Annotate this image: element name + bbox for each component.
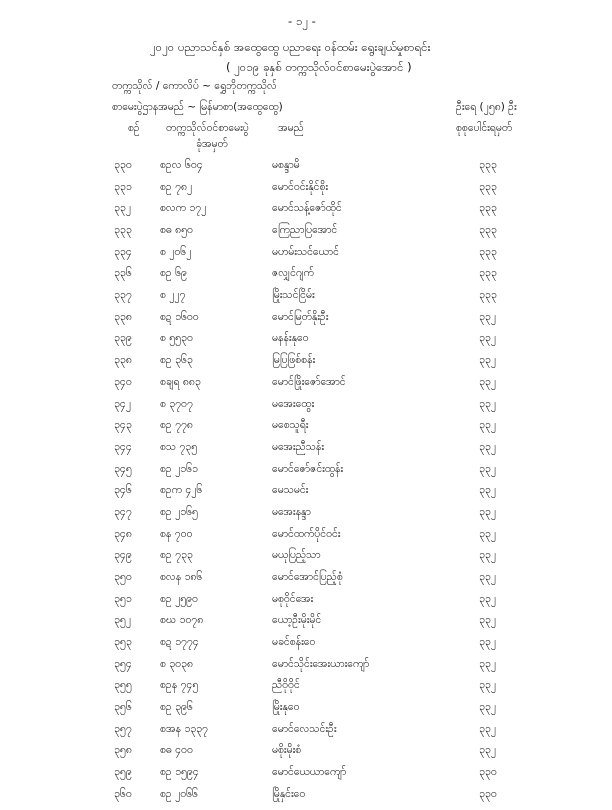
row-roll-number: စဥက ၄၂၆ <box>160 484 203 497</box>
row-serial: ၃၅၁ <box>114 592 132 605</box>
row-serial: ၃၃၁ <box>114 180 132 193</box>
row-name: မစန္ဒာမိ <box>272 159 300 171</box>
row-serial: ၃၄၅ <box>114 462 132 475</box>
table-row <box>0 571 612 593</box>
row-serial: ၃၄၃ <box>114 419 132 432</box>
table-row <box>0 593 612 615</box>
row-serial: ၃၄၂ <box>114 397 131 410</box>
row-serial: ၃၃၂ <box>114 202 131 215</box>
exam-center-line: စာမေးပွဲဌာနအမည် ~ မြန်မာစာ(အထွေထွေ) <box>112 101 283 113</box>
row-marks: ၃၃၂ <box>479 462 496 475</box>
table-row <box>0 723 612 745</box>
table-row <box>0 398 612 420</box>
table-row <box>0 332 612 354</box>
row-marks: ၃၃၂ <box>479 397 496 410</box>
row-serial: ၃၄၄ <box>114 440 132 453</box>
row-marks: ၃၃၂ <box>479 375 496 388</box>
row-name: မအေးနန္ဒာ <box>272 505 311 518</box>
row-name: မောင်ယေယာကျော် <box>272 766 347 778</box>
row-name: မစိုးမိုးစံ <box>272 744 302 757</box>
row-roll-number: စ ၅၅၃၀ <box>160 332 193 345</box>
row-roll-number: စဥ ၁၅၉၄ <box>160 766 199 778</box>
row-marks: ၃၃၀ <box>479 787 497 800</box>
table-row <box>0 159 612 181</box>
university-line: တက္ကသိုလ် / ကောလိပ် ~ ရွှေဘိုတက္ကသိုလ် <box>112 80 277 92</box>
row-roll-number: စဥ ၇၈၂ <box>160 180 193 193</box>
row-name: မြိုနှင်းဝေ <box>272 787 306 800</box>
row-serial: ၃၃၈ <box>114 310 132 323</box>
row-marks: ၃၃၂ <box>479 679 496 692</box>
table-row <box>0 289 612 311</box>
row-roll-number: စအန ၁၃၃၇ <box>160 722 208 735</box>
table-row <box>0 744 612 766</box>
table-row <box>0 701 612 723</box>
row-roll-number: စန ၇၀၀ <box>160 527 193 540</box>
row-marks: ၃၃၂ <box>479 527 496 540</box>
row-marks: ၃၃၃ <box>479 267 497 280</box>
row-roll-number: စဥ ၇၃၃ <box>160 549 193 562</box>
table-row <box>0 224 612 246</box>
row-roll-number: စဓ ၈၅၀ <box>160 224 193 236</box>
row-roll-number: စသ ၇၃၅ <box>160 440 198 453</box>
table-row <box>0 658 612 680</box>
row-serial: ၃၃၄ <box>114 245 132 258</box>
col-header-roll-sub: ခုံအမှတ် <box>196 138 228 150</box>
col-header-serial: စဉ် <box>128 122 140 134</box>
row-roll-number: စဥ ၃၆၃ <box>160 354 193 367</box>
row-serial: ၃၃၈ <box>114 354 132 367</box>
table-row <box>0 484 612 506</box>
row-name: မယုပြည့်သာ <box>272 549 321 562</box>
row-marks: ၃၃၀ <box>479 766 497 778</box>
row-roll-number: စ ၃၀၃၈ <box>160 657 193 670</box>
row-name: မောင်ဖြိုးဇော်အောင် <box>272 375 346 388</box>
row-marks: ၃၃၂ <box>479 505 496 518</box>
row-marks: ၃၃၃ <box>479 224 497 236</box>
row-marks: ၃၃၃ <box>479 202 497 215</box>
row-name: ညီဝိုဝိုင် <box>272 679 300 692</box>
row-marks: ၃၃၂ <box>479 657 496 670</box>
row-roll-number: စဍ ၁၇၇၄ <box>160 636 199 648</box>
row-marks: ၃၃၃ <box>479 289 497 302</box>
table-row <box>0 506 612 528</box>
row-roll-number: စဥလ ၆၀၄ <box>160 159 203 171</box>
page-title: ၂၀၂၀ ပညာသင်နှစ် အထွေထွေ ပညာရေး ဝန်ထမ်း ရွေးချယ်မှုစာရင်း <box>150 40 431 54</box>
row-serial: ၃၃၃ <box>114 224 132 236</box>
table-row <box>0 528 612 550</box>
row-marks: ၃၃၂ <box>479 614 496 627</box>
row-serial: ၃၃၇ <box>114 289 132 302</box>
table-row <box>0 202 612 224</box>
row-marks: ၃၃၂ <box>479 744 496 757</box>
table-row <box>0 679 612 701</box>
table-row <box>0 419 612 441</box>
row-roll-number: စဓ ၄၀၀ <box>160 744 193 757</box>
row-serial: ၃၅၆ <box>114 701 132 713</box>
row-name: ကြေညာပြအောင် <box>272 224 338 236</box>
row-serial: ၃၃၆ <box>114 267 132 280</box>
row-roll-number: စဥ ၂၁၆၁ <box>160 462 198 475</box>
row-serial: ၃၅၅ <box>114 679 132 692</box>
row-name: မြိုးသင်ငြိမ်း <box>272 289 315 302</box>
row-marks: ၃၃၂ <box>479 592 496 605</box>
row-serial: ၃၅၈ <box>114 744 132 757</box>
row-roll-number: စ ၂၀၆၂ <box>160 245 192 258</box>
row-roll-number: စချရ ၈၈၃ <box>160 375 201 388</box>
row-roll-number: စဥန ၇၄၅ <box>160 679 199 692</box>
row-name: မစုဝိုင်အေး <box>272 592 314 605</box>
row-roll-number: စလက ၁၇၂ <box>160 202 207 215</box>
table-row <box>0 354 612 376</box>
row-roll-number: စဥ ၂၁၆၅ <box>160 505 198 518</box>
table-row <box>0 614 612 636</box>
row-serial: ၃၅၇ <box>114 722 132 735</box>
table-row <box>0 788 612 810</box>
row-roll-number: စဍ ၁၆၀၀ <box>160 310 199 323</box>
row-name: ယော့ဦးမိုးမိုင် <box>272 614 322 627</box>
page-subtitle: ( ၂၀၁၉ ခုနှစ် တက္ကသိုလ်ဝင်စာမေးပွဲအောင် ) <box>226 60 412 74</box>
row-name: မောင်ဇော်ဇင်းထွန်း <box>272 462 344 475</box>
table-row <box>0 246 612 268</box>
row-serial: ၃၄၈ <box>114 527 132 540</box>
row-marks: ၃၃၂ <box>479 549 496 562</box>
row-marks: ၃၃၂ <box>479 636 496 648</box>
row-marks: ၃၃၂ <box>479 332 496 345</box>
row-serial: ၃၅၄ <box>114 657 132 670</box>
row-marks: ၃၃၃ <box>479 159 497 171</box>
page-number: - ၁၂ - <box>288 14 316 28</box>
row-roll-number: စဥ ၂၅၉၀ <box>160 592 198 605</box>
row-roll-number: စဥ ၇၇၈ <box>160 419 193 432</box>
row-name: မခင်စန်းဝေ <box>272 636 316 648</box>
table-row <box>0 311 612 333</box>
row-serial: ၃၃၉ <box>114 332 132 345</box>
row-name: မောင်အောင်ပြည့်စုံ <box>272 570 343 583</box>
row-marks: ၃၃၂ <box>479 310 496 323</box>
total-count: ဦးရေ (၂၅၈) ဦး <box>456 101 517 113</box>
row-name: မောင်သိုင်းအေးယားကျော် <box>272 657 370 670</box>
row-serial: ၃၃၀ <box>114 159 132 171</box>
table-row <box>0 549 612 571</box>
row-marks: ၃၃၂ <box>479 354 496 367</box>
row-roll-number: စဥ ၆၉ <box>160 267 187 280</box>
table-row <box>0 636 612 658</box>
row-name: မေသမင်း <box>272 484 309 497</box>
col-header-marks: စုစုပေါင်းရမှတ် <box>456 122 513 134</box>
table-row <box>0 181 612 203</box>
table-row <box>0 441 612 463</box>
row-serial: ၃၄၀ <box>114 375 132 388</box>
row-name: မောင်မြတ်နိုးဦး <box>272 310 329 323</box>
row-name: မအေးညီသန်း <box>272 440 324 453</box>
row-marks: ၃၃၃ <box>479 245 497 258</box>
col-header-name: အမည် <box>278 122 304 134</box>
row-roll-number: စ ၂၂၇ <box>160 289 186 302</box>
row-marks: ၃၃၂ <box>479 722 496 735</box>
row-serial: ၃၅၃ <box>114 636 132 648</box>
row-name: မောင်လေသင်းဦး <box>272 722 337 735</box>
row-serial: ၃၄၆ <box>114 484 132 497</box>
row-name: မဟမ်းသင်ယောင် <box>272 245 339 258</box>
row-roll-number: စဃ ၁၀၇၈ <box>160 614 204 627</box>
row-name: မအေးထွေး <box>272 397 315 410</box>
row-marks: ၃၃၂ <box>479 701 496 713</box>
row-roll-number: စလန ၁၈၆ <box>160 570 203 583</box>
row-marks: ၃၃၂ <box>479 484 496 497</box>
row-marks: ၃၃၂ <box>479 419 496 432</box>
row-name: မစေသူရီး <box>272 419 309 432</box>
row-roll-number: စ ၃၇၀၇ <box>160 397 193 410</box>
row-name: မြိုးနုဝေ <box>272 701 300 713</box>
row-name: မောင်သန့်ဇော်ထိုင် <box>272 202 342 215</box>
row-name: မြပြဖြစ်စန်း <box>272 354 316 367</box>
row-marks: ၃၃၃ <box>479 180 497 193</box>
table-row <box>0 376 612 398</box>
row-serial: ၃၄၉ <box>114 549 132 562</box>
row-serial: ၃၅၂ <box>114 614 131 627</box>
row-serial: ၃၆၀ <box>114 787 132 800</box>
table-row <box>0 766 612 788</box>
row-name: မောင်ဝင်းနိုင်စိုး <box>272 180 329 193</box>
row-name: ဇလျှင်ဂျက် <box>272 267 314 280</box>
row-serial: ၃၅၀ <box>114 570 132 583</box>
row-marks: ၃၃၂ <box>479 440 496 453</box>
table-row <box>0 267 612 289</box>
row-roll-number: စဥ ၂၀၆၆ <box>160 787 198 800</box>
table-row <box>0 463 612 485</box>
row-roll-number: စဥ ၃၉၆ <box>160 701 193 713</box>
row-name: မောင်ထက်ပိုင်ဝင်း <box>272 527 341 540</box>
row-name: မနန်းနုဝေ <box>272 332 309 345</box>
row-serial: ၃၄၇ <box>114 505 132 518</box>
col-header-roll: တက္ကသိုလ်ဝင်စာမေးပွဲ <box>166 122 249 134</box>
row-serial: ၃၅၉ <box>114 766 132 778</box>
row-marks: ၃၃၂ <box>479 570 496 583</box>
